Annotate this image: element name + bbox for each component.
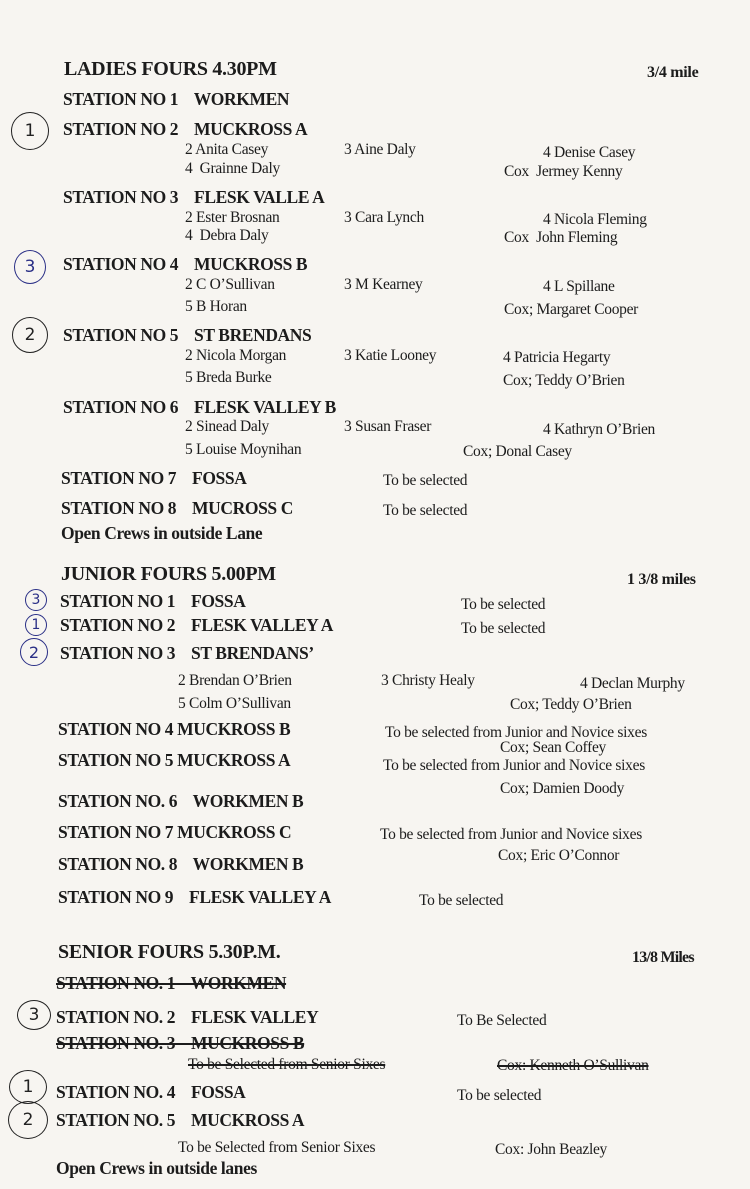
handwritten-place-mark: 2 — [8, 1101, 48, 1139]
station-9: STATION NO 9 FLESK VALLEY A — [58, 887, 331, 907]
crew-member: 3 Aine Daly — [344, 141, 416, 158]
crew-member: 5 B Horan — [185, 298, 247, 315]
selection-note: To be Selected from Senior Sixes — [178, 1139, 376, 1156]
handwritten-place-mark: 3 — [14, 250, 46, 284]
selection-note-struck: To be Selected from Senior Sixes — [188, 1056, 386, 1073]
section-footer-note: Open Crews in outside lanes — [56, 1158, 257, 1178]
station-7: STATION NO 7 FOSSA — [61, 468, 247, 488]
section-footer-note: Open Crews in outside Lane — [61, 523, 263, 543]
crew-member: 5 Breda Burke — [185, 369, 272, 386]
race-distance: 1 3/8 miles — [627, 571, 696, 588]
crew-member: 2 Sinead Daly — [185, 418, 269, 435]
section-title: JUNIOR FOURS 5.00PM — [61, 563, 276, 585]
station-4: STATION NO. 4 FOSSA — [56, 1082, 246, 1102]
handwritten-place-mark: 1 — [9, 1070, 47, 1104]
crew-member: 5 Louise Moynihan — [185, 441, 302, 458]
cox: Cox; Damien Doody — [500, 780, 625, 797]
crew-member: 4 Kathryn O’Brien — [543, 421, 655, 438]
station-1: STATION NO 1 WORKMEN — [63, 89, 290, 109]
selection-note: To Be Selected — [457, 1012, 547, 1029]
station-2: STATION NO 2 MUCKROSS A — [63, 119, 308, 139]
crew-member: 3 Cara Lynch — [344, 209, 424, 226]
race-distance: 13/8 Miles — [632, 949, 694, 966]
station-5: STATION NO 5 ST BRENDANS — [63, 325, 312, 345]
cox: Cox: John Beazley — [495, 1141, 607, 1158]
station-2: STATION NO. 2 FLESK VALLEY — [56, 1007, 319, 1027]
crew-member: 4 L Spillane — [543, 278, 615, 295]
cox: Cox; Donal Casey — [463, 443, 572, 460]
crew-member: 3 Christy Healy — [381, 672, 475, 689]
station-5: STATION NO. 5 MUCKROSS A — [56, 1110, 305, 1130]
selection-note: To be selected — [457, 1087, 542, 1104]
crew-member: 5 Colm O’Sullivan — [178, 695, 291, 712]
cox: Cox; Eric O’Connor — [498, 847, 620, 864]
crew-member: 4 Grainne Daly — [185, 160, 280, 177]
crew-member: 3 Susan Fraser — [344, 418, 432, 435]
station-2: STATION NO 2 FLESK VALLEY A — [60, 615, 333, 635]
selection-note: To be selected — [383, 472, 468, 489]
station-5: STATION NO 5 MUCKROSS A — [58, 750, 291, 770]
handwritten-place-mark: 2 — [12, 317, 48, 353]
cox: Cox John Fleming — [504, 229, 618, 246]
crew-member: 4 Declan Murphy — [580, 675, 685, 692]
crew-member: 2 Brendan O’Brien — [178, 672, 292, 689]
section-title: SENIOR FOURS 5.30P.M. — [58, 941, 281, 963]
selection-note: To be selected from Junior and Novice sixes — [385, 724, 647, 741]
station-7: STATION NO 7 MUCKROSS C — [58, 822, 292, 842]
cox: Cox; Teddy O’Brien — [510, 696, 632, 713]
station-6: STATION NO. 6 WORKMEN B — [58, 791, 304, 811]
race-distance: 3/4 mile — [647, 64, 699, 81]
station-3: STATION NO 3 ST BRENDANS’ — [60, 643, 314, 663]
cox: Cox; Teddy O’Brien — [503, 372, 625, 389]
selection-note: To be selected — [419, 892, 504, 909]
selection-note: To be selected from Junior and Novice sixes — [383, 757, 645, 774]
selection-note: To be selected — [383, 502, 468, 519]
selection-note: To be selected — [461, 596, 546, 613]
cox: Cox; Sean Coffey — [500, 739, 606, 756]
crew-member: 2 Nicola Morgan — [185, 347, 287, 364]
section-title: LADIES FOURS 4.30PM — [64, 58, 277, 80]
crew-member: 3 M Kearney — [344, 276, 423, 293]
station-1: STATION NO 1 FOSSA — [60, 591, 246, 611]
selection-note: To be selected — [461, 620, 546, 637]
crew-member: 4 Nicola Fleming — [543, 211, 647, 228]
cox: Cox; Margaret Cooper — [504, 301, 639, 318]
station-4: STATION NO 4 MUCKROSS B — [58, 719, 291, 739]
selection-note: To be selected from Junior and Novice sixes — [380, 826, 642, 843]
handwritten-place-mark: 1 — [11, 112, 49, 150]
handwritten-place-mark: 3 — [17, 1000, 51, 1030]
station-6: STATION NO 6 FLESK VALLEY B — [63, 397, 336, 417]
handwritten-place-mark: 1 — [25, 614, 47, 636]
cox-struck: Cox: Kenneth O’Sullivan — [497, 1057, 649, 1074]
station-3-struck: STATION NO. 3 MUCKROSS B — [56, 1033, 305, 1053]
crew-member: 4 Debra Daly — [185, 227, 269, 244]
crew-member: 2 C O’Sullivan — [185, 276, 275, 293]
crew-member: 4 Patricia Hegarty — [503, 349, 611, 366]
handwritten-place-mark: 3 — [25, 589, 47, 611]
crew-member: 2 Anita Casey — [185, 141, 269, 158]
crew-member: 2 Ester Brosnan — [185, 209, 280, 226]
crew-member: 4 Denise Casey — [543, 144, 636, 161]
cox: Cox Jermey Kenny — [504, 163, 623, 180]
station-8: STATION NO. 8 WORKMEN B — [58, 854, 304, 874]
station-1-struck: STATION NO. 1 WORKMEN — [56, 973, 287, 993]
handwritten-place-mark: 2 — [20, 638, 48, 666]
crew-member: 3 Katie Looney — [344, 347, 437, 364]
station-4: STATION NO 4 MUCKROSS B — [63, 254, 308, 274]
station-3: STATION NO 3 FLESK VALLE A — [63, 187, 325, 207]
station-8: STATION NO 8 MUCROSS C — [61, 498, 293, 518]
